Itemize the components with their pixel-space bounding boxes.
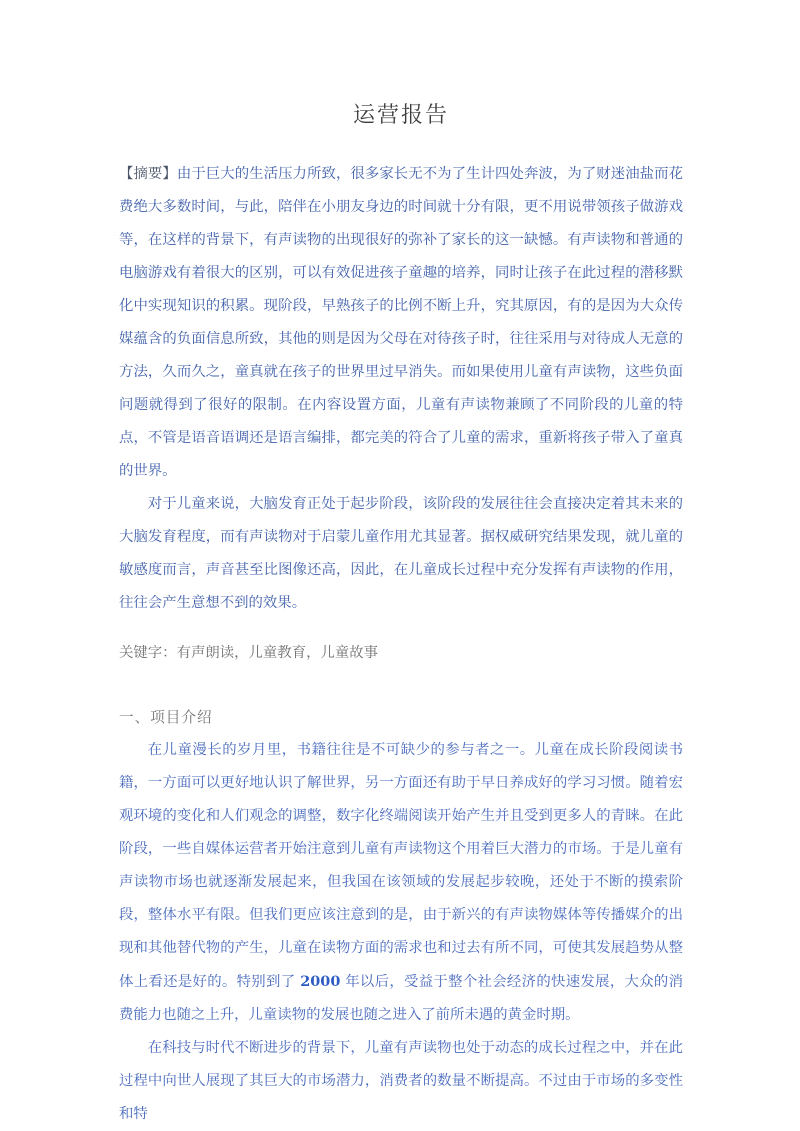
abstract-label: 【摘要】 <box>119 166 177 182</box>
section-paragraph-2: 在科技与时代不断进步的背景下，儿童有声读物也处于动态的成长过程之中，并在此过程中向世人展现了其巨大的市场潜力，消费者的数量不断提高。不过由于市场的多变性和特 <box>119 1040 683 1122</box>
section-paragraph-1-text-after-year: 年以后，受益于整个社会经济的快速发展，大众的消费能力也随之上升，儿童读物的发展也随之进入了前所未遇的黄金时期。 <box>119 974 684 1023</box>
abstract-text: 由于巨大的生活压力所致，很多家长无不为了生计四处奔波，为了财迷油盐而花费绝大多数时间，与此，陪伴在小朋友身边的时间就十分有限，更不用说带领孩子做游戏等，在这样的背景下，有声读物的出现很好的弥补了家长的这一缺憾。有声读物和普通的电脑游戏有着很大的区别，可以有效促进孩子童趣的培养，同时让孩子在此过程的潜移默化中实现知识的积累。现阶段，早熟孩子的比例不断上升，究其原因，有的是因为大众传媒蕴含的负面信息所致，其他的则是因为父母在对待孩子时，往往采用与对待成人无意的方法，久而久之，童真就在孩子的世界里过早消失。而如果使用儿童有声读物，这些负面问题就得到了很好的限制。在内容设置方面，儿童有声读物兼顾了不同阶段的儿童的特点，不管是语音语调还是语言编排，都完美的符合了儿童的需求，重新将孩子带入了童真的世界。 <box>119 166 683 479</box>
section-heading: 一、项目介绍 <box>119 709 213 726</box>
section-paragraph-1-text-before-year: 在儿童漫长的岁月里，书籍往往是不可缺少的参与者之一。儿童在成长阶段阅读书籍，一方面可以更好地认识了解世界，另一方面还有助于早日养成好的学习习惯。随着宏观环境的变化和人们观念的调整，数字化终端阅读开始产生并且受到更多人的青睐。在此阶段，一些自媒体运营者开始注意到儿童有声读物这个用着巨大潜力的市场。于是儿童有声读物市场也就逐渐发展起来，但我国在该领域的发展起步较晚，还处于不断的摸索阶段，整体水平有限。但我们更应该注意到的是，由于新兴的有声读物媒体等传播媒介的出现和其他替代物的产生，儿童在读物方面的需求也和过去有所不同，可使其发展趋势从整体上看还是好的。特别到了 <box>119 742 683 990</box>
document-content <box>119 0 683 1131</box>
section-paragraph-1 <box>119 734 683 1032</box>
abstract-paragraph <box>119 158 683 488</box>
year-highlight: 2000 <box>300 973 341 990</box>
page-title: 运营报告 <box>352 103 449 128</box>
abstract-paragraph-2: 对于儿童来说，大脑发育正处于起步阶段，该阶段的发展往往会直接决定着其未来的大脑发育程度，而有声读物对于启蒙儿童作用尤其显著。据权威研究结果发现，就儿童的敏感度而言，声音甚至比图像还高，因此，在儿童成长过程中充分发挥有声读物的作用，往往会产生意想不到的效果。 <box>119 496 683 611</box>
keywords-line: 关键字：有声朗读，儿童教育，儿童故事 <box>119 645 379 661</box>
